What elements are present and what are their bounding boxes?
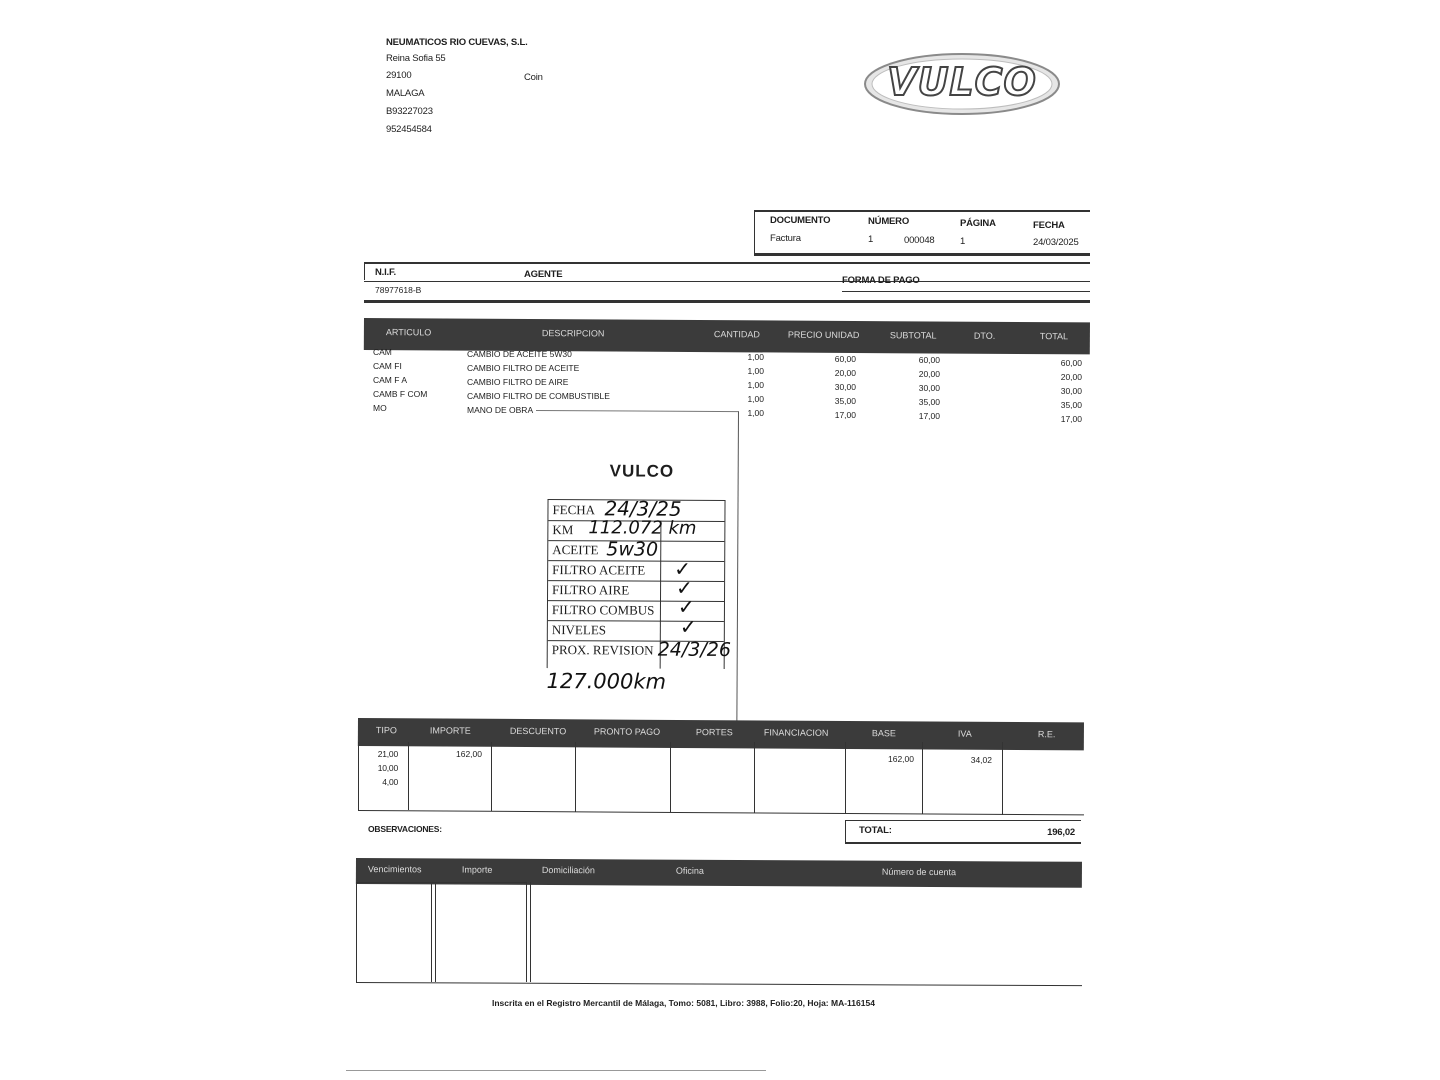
row-description: CAMBIO DE ACEITE 5W30	[467, 349, 572, 359]
col-iva: IVA	[957, 728, 972, 739]
due-table-body	[356, 882, 1082, 986]
company-tax-id: B93227023	[386, 106, 433, 117]
col-total: TOTAL	[1039, 331, 1069, 342]
total-value: 196,02	[1047, 827, 1075, 838]
row-total: 30,00	[1060, 386, 1082, 396]
col-financiacion: FINANCIACION	[763, 727, 829, 738]
row-total: 35,00	[1060, 400, 1082, 410]
col-tipo: TIPO	[375, 725, 397, 736]
col-oficina: Oficina	[675, 865, 704, 876]
row-code: CAM F A	[373, 375, 408, 385]
checklist-value: 112.072 km	[588, 517, 697, 539]
doc-date: 24/03/2025	[1033, 237, 1079, 248]
doc-header-pagina: PÁGINA	[960, 218, 996, 229]
row-total: 17,00	[1060, 414, 1082, 424]
col-dto: DTO.	[973, 330, 996, 341]
document-info-box	[754, 210, 1090, 256]
row-price: 60,00	[834, 354, 856, 364]
company-name: NEUMATICOS RIO CUEVAS, S.L.	[386, 37, 528, 48]
row-code: CAM	[373, 347, 392, 357]
checklist-row	[548, 540, 724, 562]
col-vencimientos: Vencimientos	[367, 864, 422, 875]
col-descripcion: DESCRIPCION	[541, 328, 605, 339]
checkmark-icon: ✓	[679, 614, 697, 639]
col-articulo: ARTICULO	[385, 327, 432, 338]
row-price: 20,00	[834, 368, 856, 378]
vulco-logo	[863, 52, 1061, 116]
row-subtotal: 20,00	[918, 369, 940, 379]
checklist-row	[548, 575, 724, 602]
company-phone: 952454584	[386, 124, 432, 135]
checklist-row	[548, 556, 724, 582]
company-city: Coin	[524, 72, 543, 83]
doc-page: 1	[960, 236, 966, 247]
checkmark-icon: ✓	[676, 575, 693, 600]
checklist-value: 24/3/25	[604, 496, 682, 521]
row-price: 35,00	[834, 396, 856, 406]
observations-label: OBSERVACIONES:	[368, 824, 442, 834]
tax-tipo: 21,00	[377, 749, 398, 759]
col-cantidad: CANTIDAD	[713, 329, 760, 340]
row-total: 20,00	[1060, 372, 1082, 382]
checklist-label: PROX. REVISION	[551, 642, 654, 658]
row-description: CAMBIO FILTRO DE AIRE	[467, 377, 569, 387]
row-qty: 1,00	[747, 352, 764, 362]
checklist-label: FILTRO AIRE	[552, 582, 630, 598]
registry-footer: Inscrita en el Registro Mercantil de Málaga, Tomo: 5081, Libro: 3988, Folio:20, Hoja: MA-116154	[492, 998, 875, 1008]
company-street: Reina Sofia 55	[386, 53, 446, 64]
service-card	[534, 410, 739, 722]
agent-label: AGENTE	[524, 269, 563, 280]
doc-number: 000048	[904, 235, 935, 246]
nif-label: N.I.F.	[375, 267, 396, 278]
col-portes: PORTES	[695, 727, 733, 738]
row-qty: 1,00	[747, 366, 764, 376]
checklist-label: KM	[552, 522, 574, 538]
checklist-label: ACEITE	[552, 542, 599, 558]
client-box	[364, 262, 1090, 312]
row-price: 17,00	[834, 410, 856, 420]
tax-importe: 162,00	[456, 749, 482, 759]
company-province: MALAGA	[386, 88, 425, 99]
col-pronto-pago: PRONTO PAGO	[593, 726, 661, 737]
row-qty: 1,00	[747, 394, 764, 404]
row-qty: 1,00	[747, 380, 764, 390]
row-subtotal: 17,00	[918, 411, 940, 421]
tax-iva: 34,02	[970, 755, 992, 765]
checklist-label: NIVELES	[551, 622, 607, 638]
checkmark-icon: ✓	[674, 556, 691, 581]
row-qty: 1,00	[747, 408, 764, 418]
nif-value: 78977618-B	[375, 285, 422, 295]
doc-type: Factura	[770, 233, 801, 244]
checklist-value: 24/3/26	[657, 638, 732, 662]
checklist-row	[548, 594, 724, 622]
row-code: CAM FI	[373, 361, 402, 371]
row-description: CAMBIO FILTRO DE COMBUSTIBLE	[467, 391, 610, 401]
doc-header-fecha: FECHA	[1033, 220, 1065, 231]
col-base: BASE	[871, 728, 896, 739]
row-subtotal: 30,00	[918, 383, 940, 393]
tax-base: 162,00	[888, 754, 914, 764]
tax-tipo: 10,00	[377, 763, 398, 773]
payment-label: FORMA DE PAGO	[842, 275, 920, 286]
doc-header-numero: NÚMERO	[868, 216, 910, 227]
total-box	[845, 820, 1081, 844]
checklist-label: FILTRO COMBUS	[551, 602, 655, 618]
company-postal-code: 29100	[386, 70, 412, 81]
next-revision-km: 127.000km	[546, 669, 667, 694]
checklist-value: 5w30	[606, 538, 659, 561]
col-domiciliacion: Domiciliación	[541, 864, 595, 876]
col-re: R.E.	[1037, 729, 1056, 740]
col-numero-cuenta: Número de cuenta	[881, 866, 957, 878]
total-label: TOTAL:	[859, 825, 892, 836]
row-description: MANO DE OBRA	[467, 405, 534, 415]
checkmark-icon: ✓	[677, 594, 695, 619]
row-subtotal: 35,00	[918, 397, 940, 407]
tax-tipo-list	[364, 747, 398, 789]
tax-table-body	[358, 742, 1084, 816]
logo-text: VULCO	[887, 60, 1037, 104]
row-total: 60,00	[1060, 358, 1082, 368]
tax-tipo: 4,00	[382, 777, 398, 787]
col-due-importe: Importe	[461, 864, 493, 875]
checklist-label: FECHA	[552, 502, 596, 518]
checklist-row	[548, 638, 732, 662]
row-description: CAMBIO FILTRO DE ACEITE	[467, 363, 580, 373]
col-subtotal: SUBTOTAL	[889, 330, 937, 341]
service-checklist	[547, 496, 732, 669]
checklist-label: FILTRO ACEITE	[552, 562, 646, 578]
row-code: CAMB F COM	[373, 389, 428, 399]
service-card-title: VULCO	[609, 461, 675, 481]
row-code: MO	[373, 403, 387, 413]
doc-header-documento: DOCUMENTO	[770, 215, 831, 226]
row-subtotal: 60,00	[918, 355, 940, 365]
col-importe: IMPORTE	[429, 725, 471, 736]
col-precio-unidad: PRECIO UNIDAD	[787, 329, 860, 341]
doc-series: 1	[868, 234, 874, 245]
row-price: 30,00	[834, 382, 856, 392]
col-descuento: DESCUENTO	[509, 725, 567, 737]
